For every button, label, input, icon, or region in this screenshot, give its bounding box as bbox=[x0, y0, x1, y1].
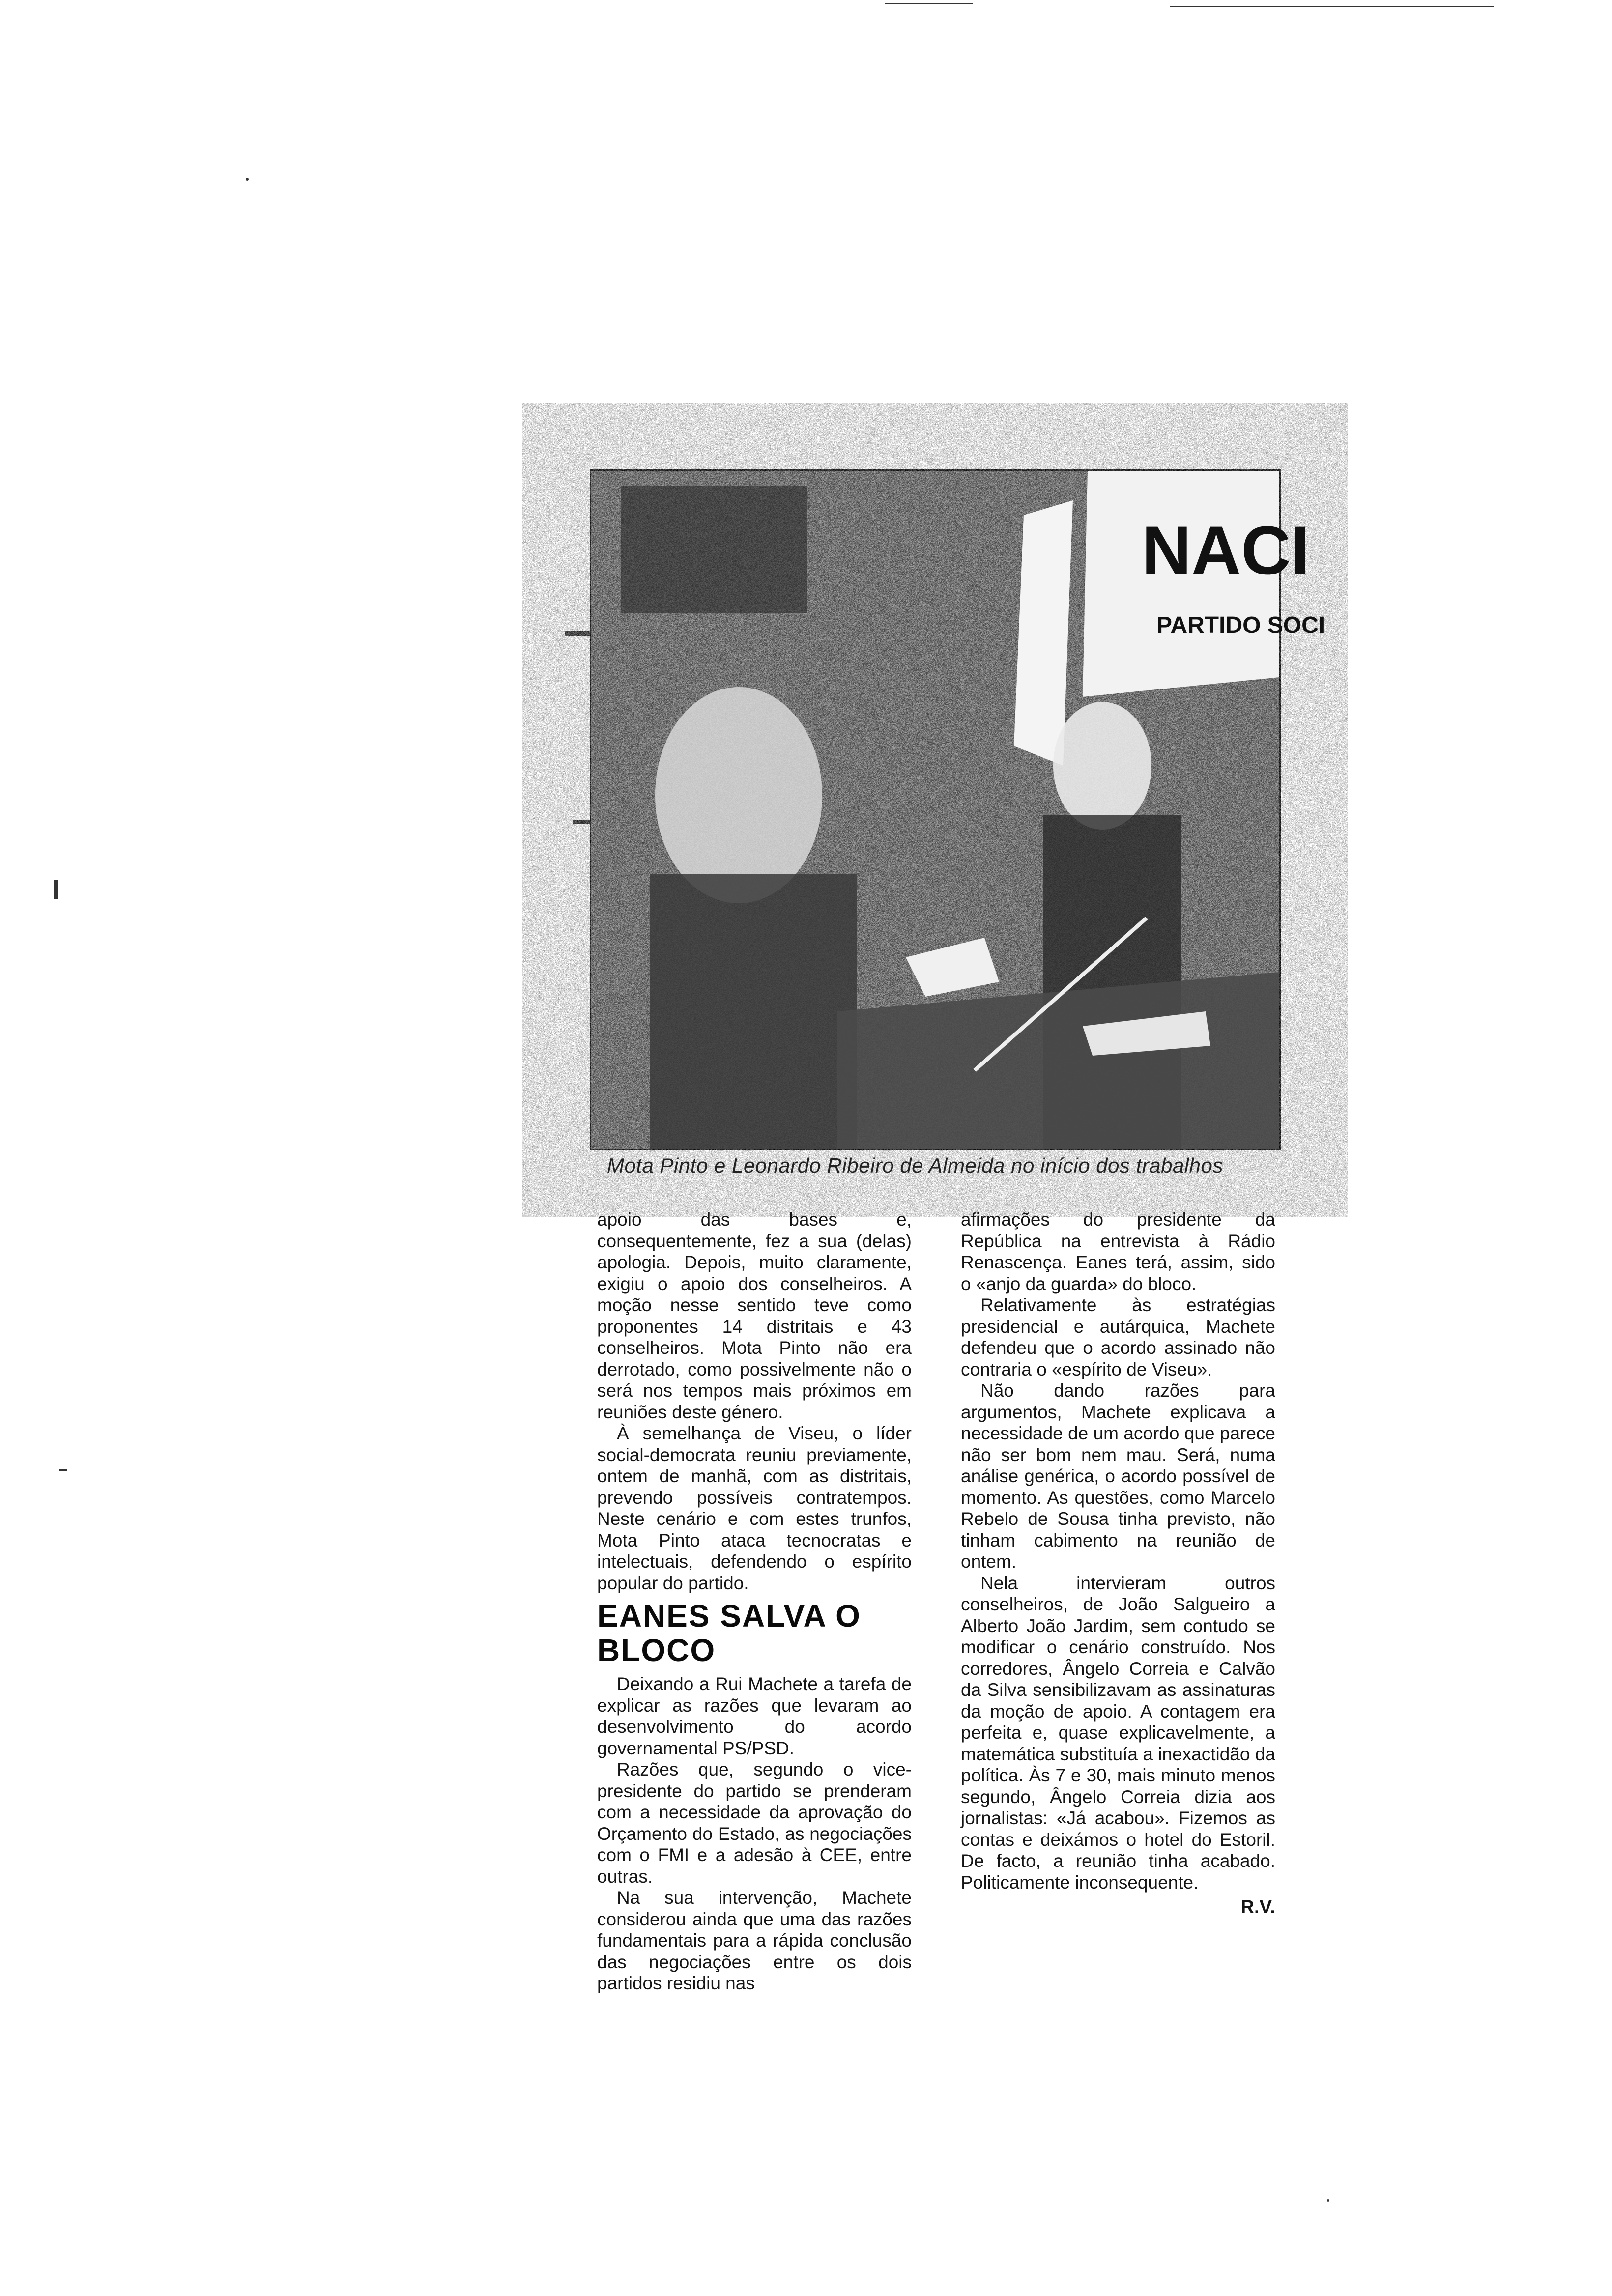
scan-mark-left bbox=[565, 631, 592, 636]
photo-illustration bbox=[591, 471, 1325, 1149]
paragraph: À semelhança de Viseu, o líder social-democrata reuniu previamente, ontem de manhã, com as distritais, prevendo possíveis contratempos. Neste cenário e com estes trunfos, Mota Pinto ataca tecnocratas e intelectuais, defendendo o espírito popular do partido. bbox=[597, 1423, 912, 1593]
article-photo bbox=[590, 469, 1325, 1150]
scan-line-top bbox=[885, 3, 973, 4]
sign-text-naci: NACI bbox=[1142, 512, 1310, 589]
paragraph: Não dando razões para argumentos, Machete explicava a necessidade de um acordo que parece não ser bom nem mau. Será, numa análise genérica, o acordo possível de momento. As questões, como Marcelo Rebelo de Sousa tinha previsto, não tinham cabimento na reunião de ontem. bbox=[961, 1380, 1275, 1572]
scan-dot bbox=[54, 880, 58, 899]
photo-caption: Mota Pinto e Leonardo Ribeiro de Almeida no início dos trabalhos bbox=[607, 1154, 1223, 1177]
scan-dot bbox=[59, 1469, 67, 1471]
article-column-right bbox=[961, 1209, 1275, 1919]
paragraph: Relativamente às estratégias presidencial e autárquica, Machete defendeu que o acordo assinado não contraria o «espírito de Viseu». bbox=[961, 1295, 1275, 1379]
scan-dot bbox=[246, 178, 249, 181]
author-signature: R.V. bbox=[1240, 1897, 1275, 1918]
paragraph: Deixando a Rui Machete a tarefa de explicar as razões que levaram ao desenvolvimento do acordo governamental PS/PSD. bbox=[597, 1674, 912, 1758]
paragraph: apoio das bases e, consequentemente, fez a sua (delas) apologia. Depois, muito claramente, exigiu o apoio dos conselheiros. A moção nesse sentido teve como proponentes 14 distritais e 43 conselheiros. Mota Pinto não era derrotado, como possivelmente não o será nos tempos mais próximos em reuniões deste género. bbox=[597, 1209, 912, 1422]
sign-text-partido: PARTIDO SOCI bbox=[1156, 612, 1325, 638]
scan-line-top-right bbox=[1170, 6, 1494, 7]
scan-mark-left-2 bbox=[573, 820, 592, 824]
article-column-left bbox=[597, 1209, 912, 1994]
section-heading: EANES SALVA O BLOCO bbox=[597, 1598, 861, 1668]
paragraph: Na sua intervenção, Machete considerou ainda que uma das razões fundamentais para a rápida conclusão das negociações entre os dois partidos residiu nas bbox=[597, 1888, 912, 1993]
scan-dot bbox=[1327, 2199, 1329, 2202]
paragraph: Razões que, segundo o vice-presidente do partido se prenderam com a necessidade da aprovação do Orçamento do Estado, as negociações com o FMI e a adesão à CEE, entre outras. bbox=[597, 1759, 912, 1887]
paragraph: Nela intervieram outros conselheiros, de João Salgueiro a Alberto João Jardim, sem contudo se modificar o cenário construído. Nos corredores, Ângelo Correia e Calvão da Silva sensibilizavam as assinaturas da moção de apoio. A contagem era perfeita e, quase explicavelmente, a matemática substituía a inexactidão da política. Às 7 e 30, mais minuto menos segundo, Ângelo Correia dizia aos jornalistas: «Já acabou». Fizemos as contas e deixámos o hotel do Estoril. De facto, a reunião tinha acabado. Politicamente inconsequente. bbox=[961, 1573, 1275, 1893]
paragraph: afirmações do presidente da República na entrevista à Rádio Renascença. Eanes terá, assim, sido o «anjo da guarda» do bloco. bbox=[961, 1209, 1275, 1294]
